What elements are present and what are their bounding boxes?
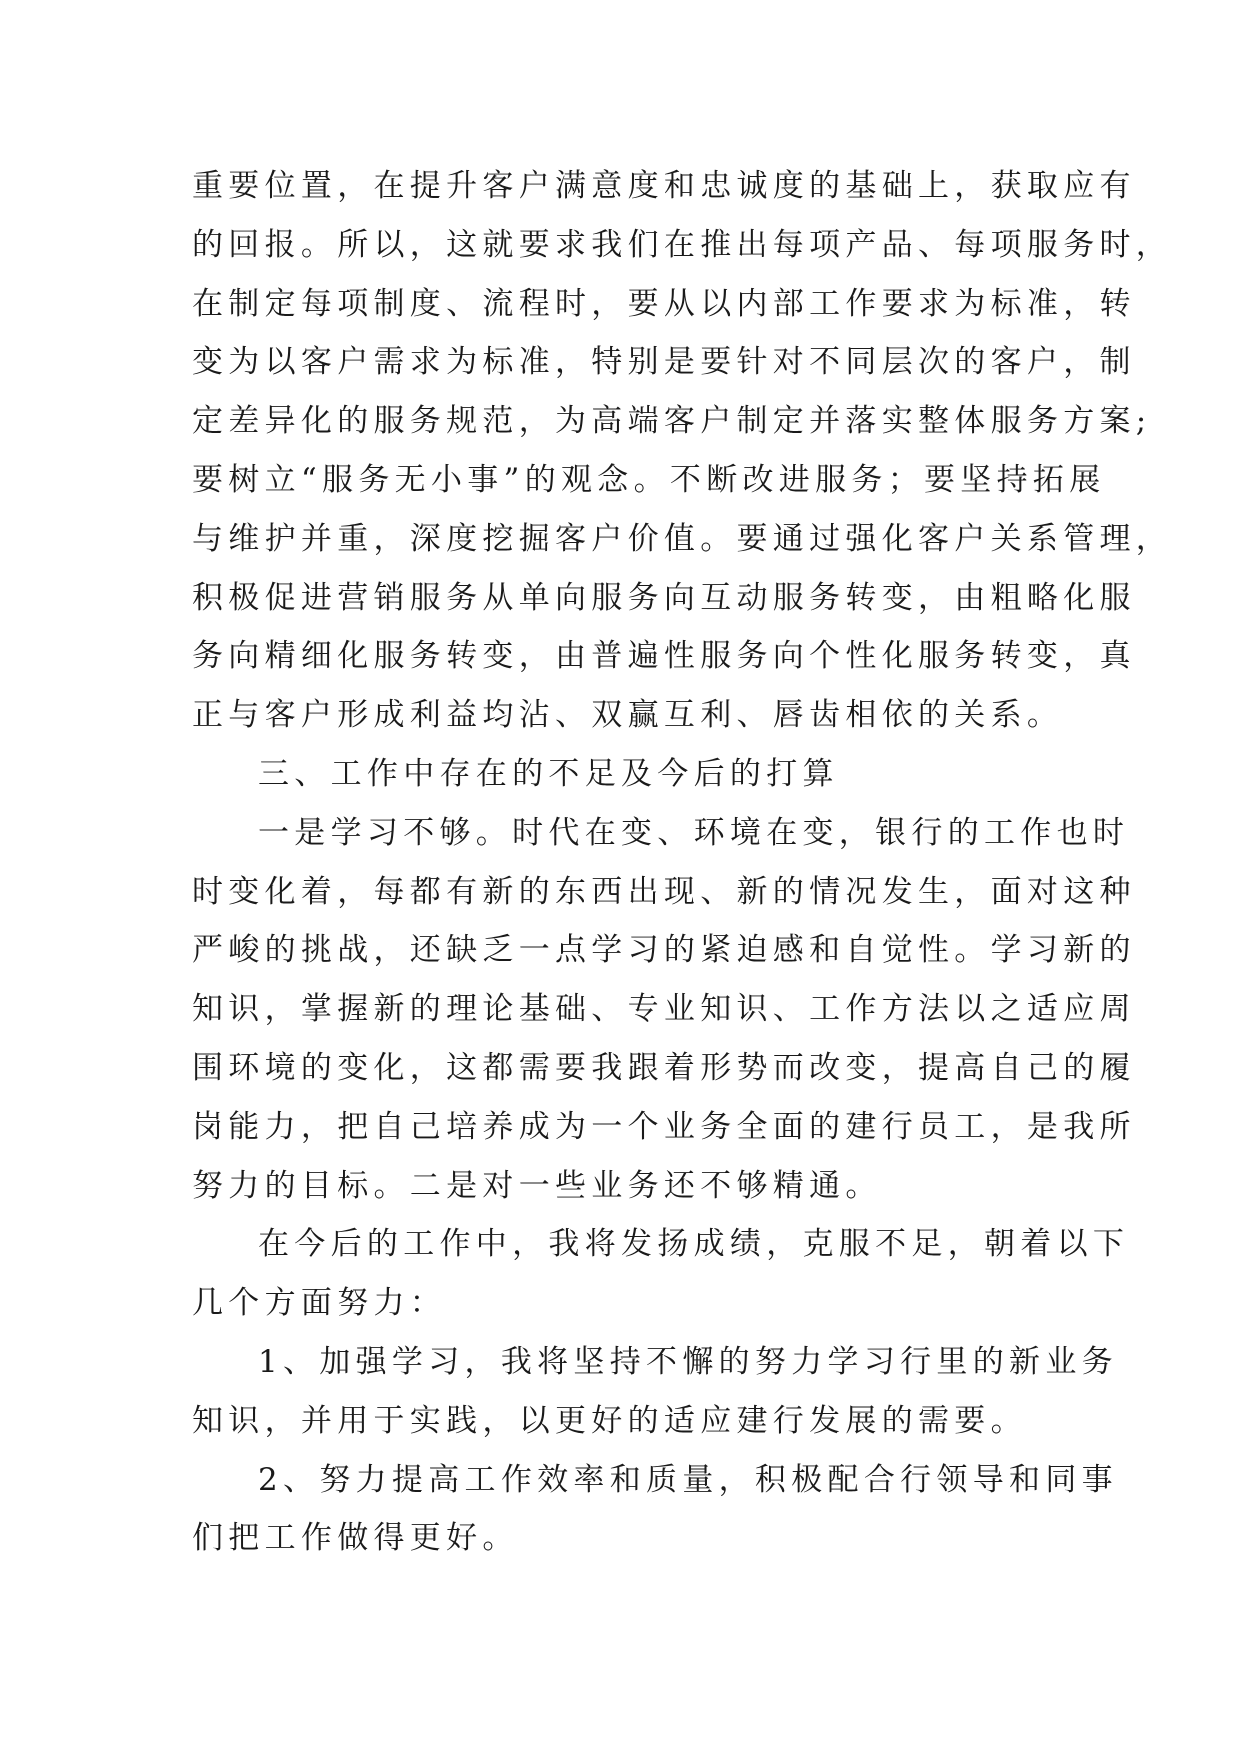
text-line: 努力的目标。二是对一些业务还不够精通。 (192, 1167, 882, 1204)
text-line: 围环境的变化，这都需要我跟着形势而改变，提高自己的履 (192, 1049, 1136, 1086)
text-line: 时变化着，每都有新的东西出现、新的情况发生，面对这种 (192, 873, 1136, 910)
text-line: 岗能力，把自己培养成为一个业务全面的建行员工，是我所 (192, 1108, 1136, 1145)
list-item: 1、加强学习，我将坚持不懈的努力学习行里的新业务 (258, 1343, 1118, 1380)
text-line: 变为以客户需求为标准，特别是要针对不同层次的客户，制 (192, 344, 1136, 381)
text-line: 一是学习不够。时代在变、环境在变，银行的工作也时 (258, 814, 1130, 851)
text-line: 的回报。所以，这就要求我们在推出每项产品、每项服务时， (192, 226, 1173, 263)
text-line: 积极促进营销服务从单向服务向互动服务转变，由粗略化服 (192, 579, 1136, 616)
text-line: 知识，掌握新的理论基础、专业知识、工作方法以之适应周 (192, 991, 1136, 1028)
text-line: 知识，并用于实践，以更好的适应建行发展的需要。 (192, 1402, 1027, 1439)
list-item: 2、努力提高工作效率和质量，积极配合行领导和同事 (258, 1461, 1118, 1498)
text-line: 们把工作做得更好。 (192, 1520, 519, 1557)
text-line: 几个方面努力： (192, 1285, 447, 1322)
document-body (192, 157, 1173, 1568)
text-line: 要树立“服务无小事”的观念。不断改进服务；要坚持拓展 (192, 461, 1106, 498)
text-line: 务向精细化服务转变，由普遍性服务向个性化服务转变，真 (192, 638, 1136, 675)
text-line: 重要位置，在提升客户满意度和忠诚度的基础上，获取应有 (192, 168, 1136, 204)
text-line: 在今后的工作中，我将发扬成绩，克服不足，朝着以下 (258, 1226, 1130, 1263)
text-line: 严峻的挑战，还缺乏一点学习的紧迫感和自觉性。学习新的 (192, 932, 1136, 969)
text-line: 在制定每项制度、流程时，要从以内部工作要求为标准，转 (192, 285, 1136, 322)
text-line: 定差异化的服务规范，为高端客户制定并落实整体服务方案; (192, 403, 1152, 440)
text-line: 与维护并重，深度挖掘客户价值。要通过强化客户关系管理， (192, 520, 1173, 557)
section-heading: 三、工作中存在的不足及今后的打算 (258, 755, 839, 792)
text-line: 正与客户形成利益均沾、双赢互利、唇齿相依的关系。 (192, 697, 1064, 734)
